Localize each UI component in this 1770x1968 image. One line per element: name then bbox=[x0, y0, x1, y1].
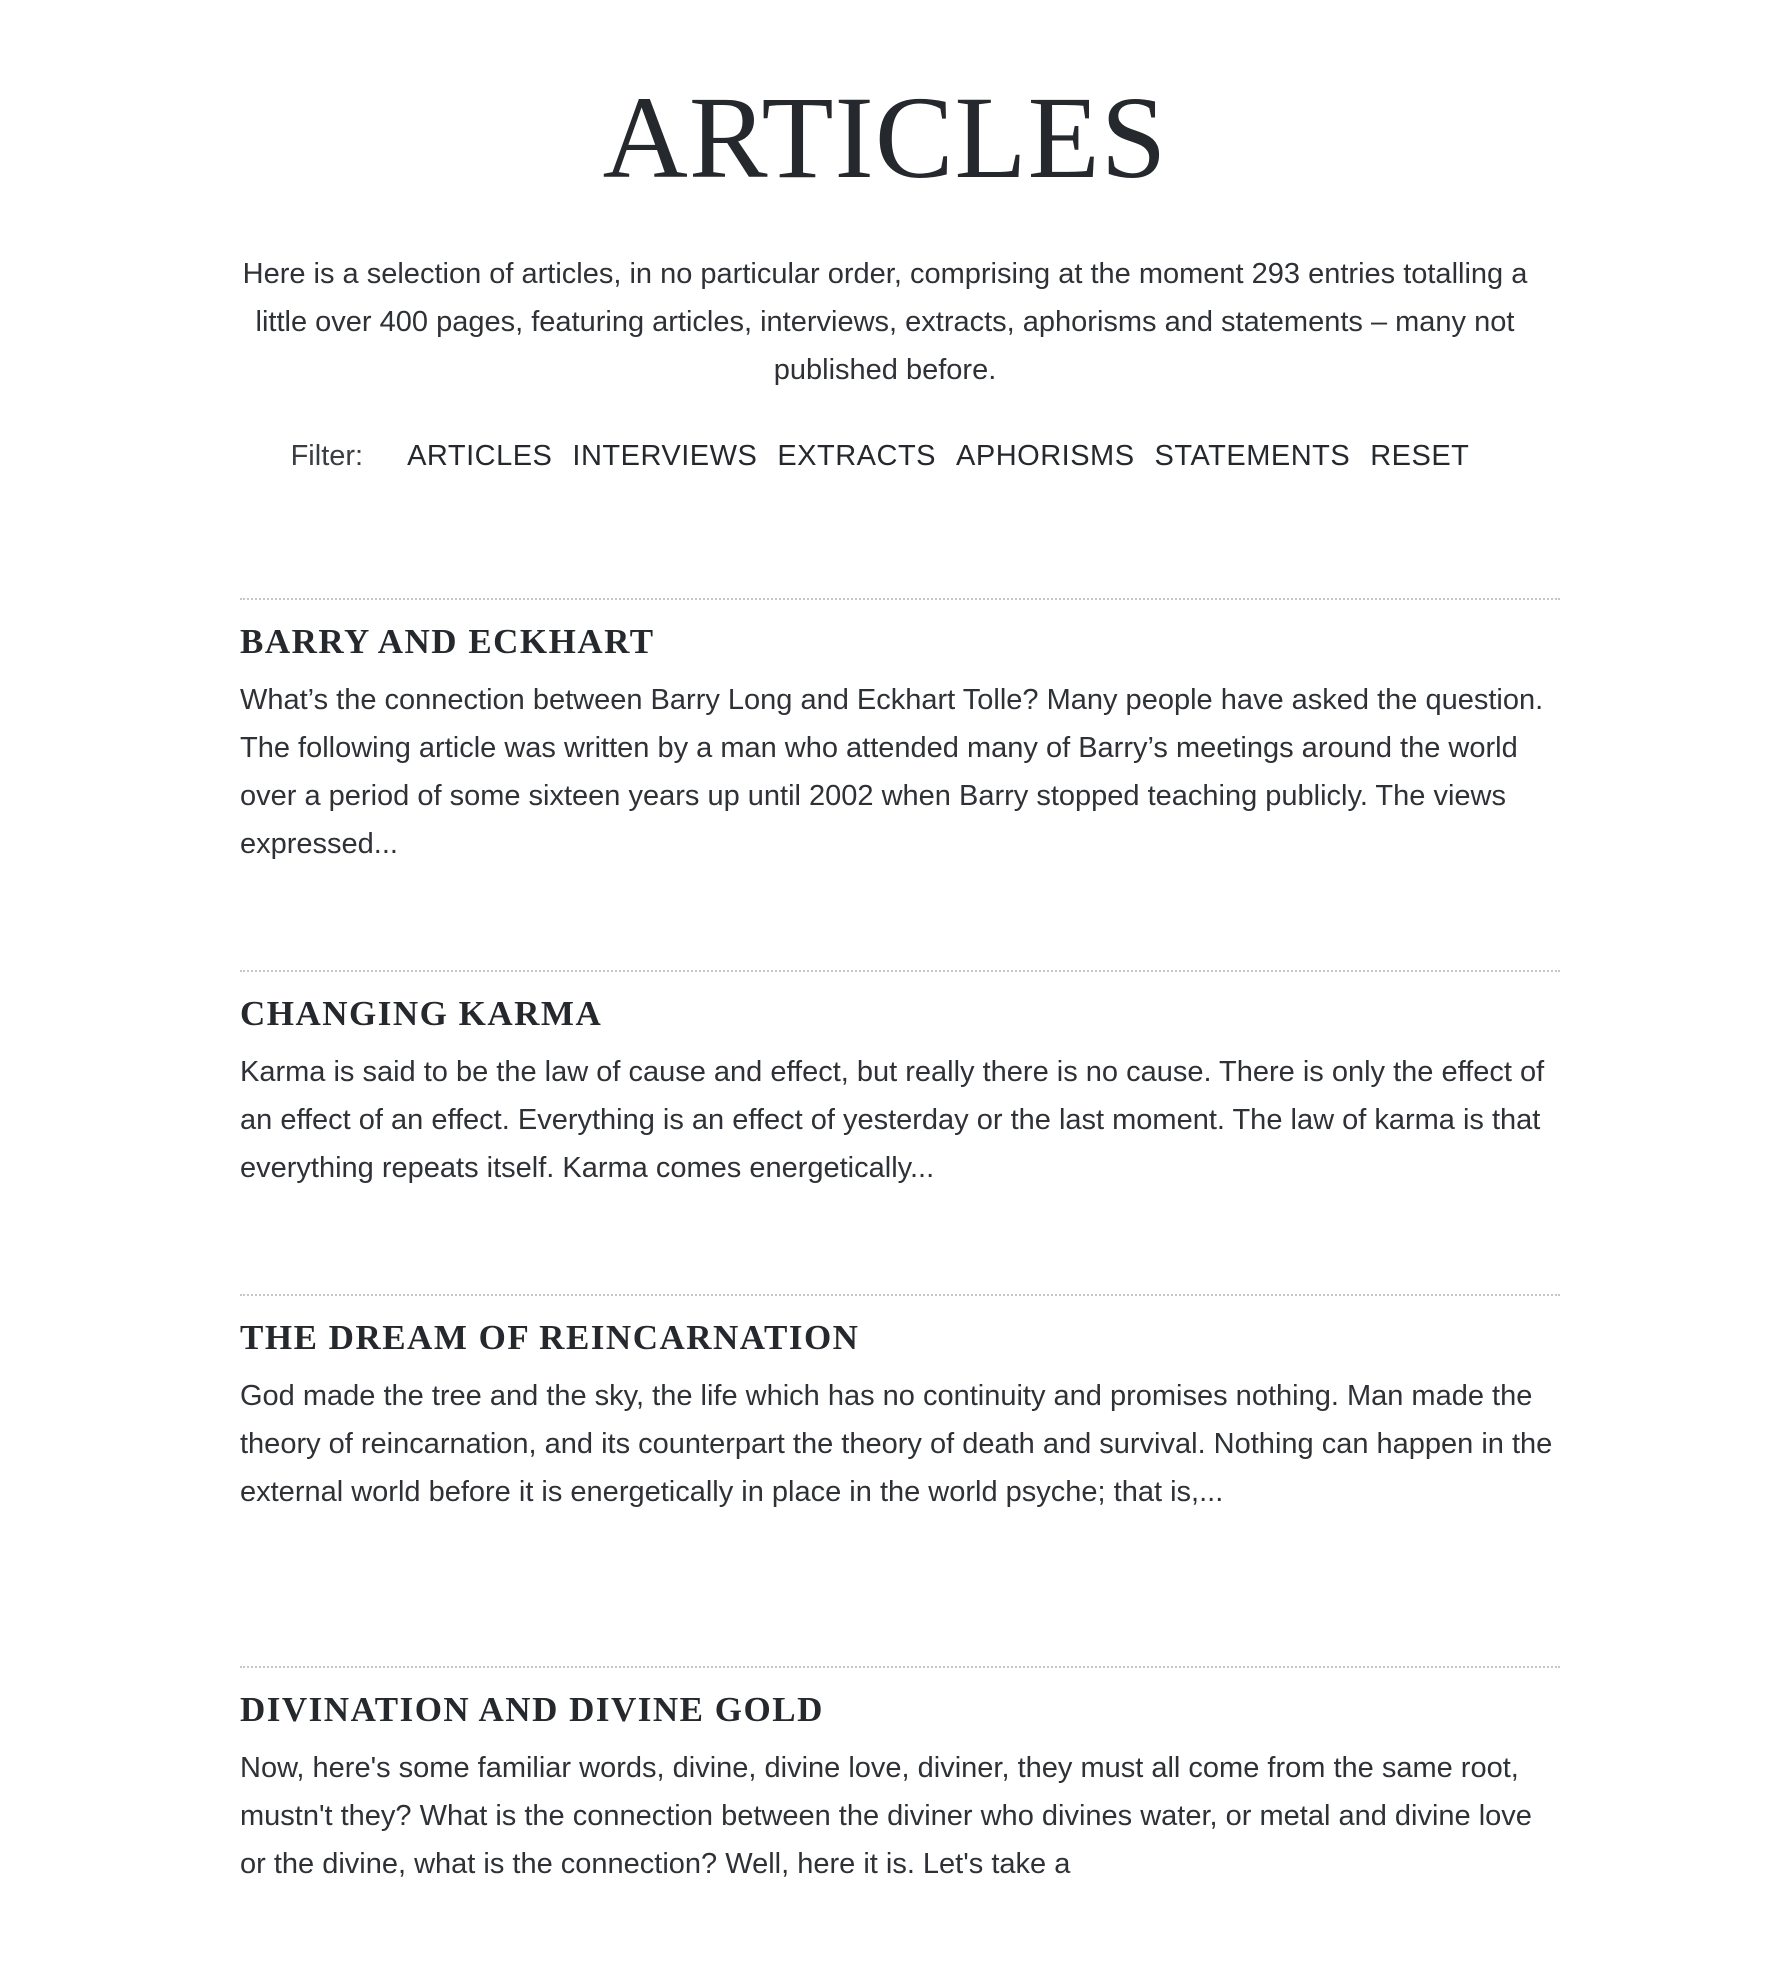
page-title: ARTICLES bbox=[602, 72, 1168, 203]
article-excerpt: God made the tree and the sky, the life which has no continuity and promises nothing. Man made the theory of reincarnation, and its counterpart the theory of death and survival. Nothing can happen in the external world before it is energetically in place in the world psyche; that is,... bbox=[240, 1380, 1553, 1508]
filter-reset[interactable]: RESET bbox=[1370, 440, 1470, 472]
filter-extracts[interactable]: EXTRACTS bbox=[777, 440, 937, 472]
article-item bbox=[240, 598, 1560, 970]
article-item bbox=[240, 1666, 1560, 1968]
article-item bbox=[240, 970, 1560, 1294]
article-title-link[interactable]: BARRY AND ECKHART bbox=[240, 622, 655, 661]
article-title-link[interactable]: THE DREAM OF REINCARNATION bbox=[240, 1318, 860, 1357]
filter-statements[interactable]: STATEMENTS bbox=[1154, 440, 1351, 472]
filter-articles[interactable]: ARTICLES bbox=[407, 440, 553, 472]
article-excerpt: Now, here's some familiar words, divine, divine love, diviner, they must all come from the same root, mustn't they? What is the connection between the diviner who divines water, or metal and divine love or the divine, what is the connection? Well, here it is. Let's take a bbox=[240, 1752, 1532, 1880]
intro-text: Here is a selection of articles, in no particular order, comprising at the moment 293 entries totalling a little over 400 pages, featuring articles, interviews, extracts, aphorisms and statements – many not published before. bbox=[242, 258, 1528, 386]
filter-bar bbox=[0, 436, 1770, 476]
article-list bbox=[240, 598, 1560, 1968]
filter-label: Filter: bbox=[290, 440, 364, 472]
article-excerpt: What’s the connection between Barry Long and Eckhart Tolle? Many people have asked the question. The following article was written by a man who attended many of Barry’s meetings around the world over a period of some sixteen years up until 2002 when Barry stopped teaching publicly. The views expressed... bbox=[240, 684, 1544, 860]
article-title-link[interactable]: CHANGING KARMA bbox=[240, 994, 603, 1033]
filter-interviews[interactable]: INTERVIEWS bbox=[572, 440, 758, 472]
article-excerpt: Karma is said to be the law of cause and effect, but really there is no cause. There is only the effect of an effect of an effect. Everything is an effect of yesterday or the last moment. The law of karma is that everything repeats itself. Karma comes energetically... bbox=[240, 1056, 1545, 1184]
article-item bbox=[240, 1294, 1560, 1666]
filter-aphorisms[interactable]: APHORISMS bbox=[956, 440, 1135, 472]
article-title-link[interactable]: DIVINATION AND DIVINE GOLD bbox=[240, 1690, 824, 1729]
